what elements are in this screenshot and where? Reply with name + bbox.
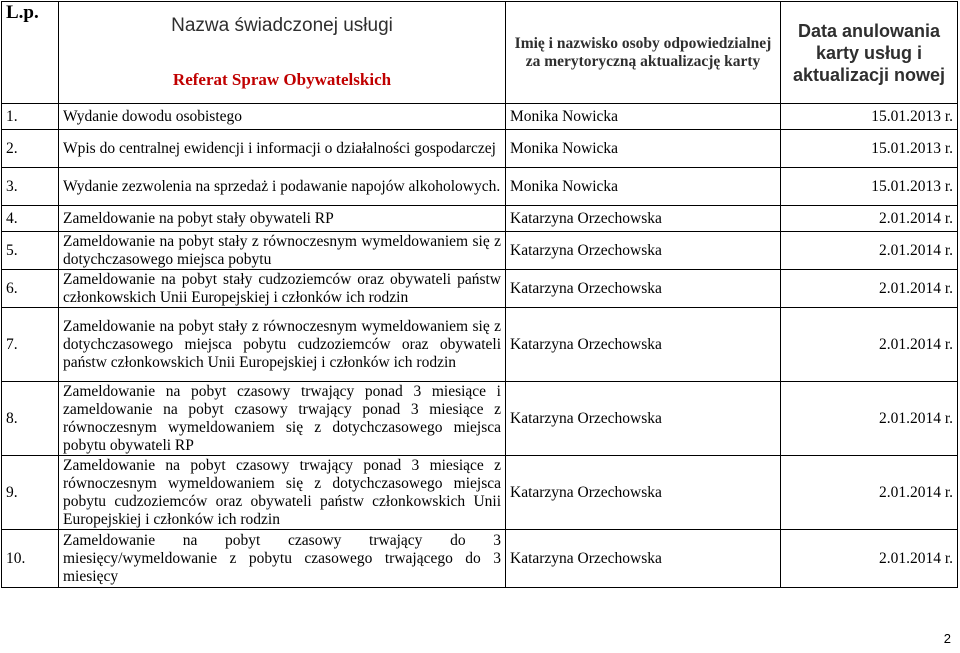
cancellation-date: 2.01.2014 r.	[781, 308, 958, 382]
cancellation-date: 2.01.2014 r.	[781, 232, 958, 270]
table-row	[2, 232, 958, 270]
cancellation-date: 15.01.2013 r.	[781, 168, 958, 206]
row-number: 5.	[2, 232, 59, 270]
table-row	[2, 130, 958, 168]
table-row	[2, 530, 958, 588]
responsible-person: Katarzyna Orzechowska	[506, 308, 781, 382]
row-number: 10.	[2, 530, 59, 588]
cancellation-date: 2.01.2014 r.	[781, 382, 958, 456]
service-name: Zameldowanie na pobyt stały z równoczesnym wymeldowaniem się z dotychczasowego miejsca pobytu cudzoziemców oraz obywateli państw członkowskich Unii Europejskiej i członków ich rodzin	[59, 308, 506, 382]
row-number: 3.	[2, 168, 59, 206]
table-row	[2, 270, 958, 308]
service-name: Zameldowanie na pobyt stały z równoczesnym wymeldowaniem się z dotychczasowego miejsca pobytu	[59, 232, 506, 270]
row-number: 9.	[2, 456, 59, 530]
row-number: 7.	[2, 308, 59, 382]
services-table	[1, 1, 958, 588]
table-row	[2, 382, 958, 456]
responsible-person: Katarzyna Orzechowska	[506, 456, 781, 530]
header-person: Imię i nazwisko osoby odpowiedzialnej za merytoryczną aktualizację karty	[506, 2, 781, 104]
header-service	[59, 2, 506, 104]
responsible-person: Katarzyna Orzechowska	[506, 232, 781, 270]
cancellation-date: 15.01.2013 r.	[781, 104, 958, 130]
table-row	[2, 104, 958, 130]
table-row	[2, 168, 958, 206]
row-number: 4.	[2, 206, 59, 232]
header-date: Data anulowania karty usług i aktualizacji nowej	[781, 2, 958, 104]
responsible-person: Monika Nowicka	[506, 168, 781, 206]
table-header-row	[2, 2, 958, 104]
cancellation-date: 15.01.2013 r.	[781, 130, 958, 168]
cancellation-date: 2.01.2014 r.	[781, 206, 958, 232]
row-number: 2.	[2, 130, 59, 168]
service-name: Wpis do centralnej ewidencji i informacji o działalności gospodarczej	[59, 130, 506, 168]
responsible-person: Katarzyna Orzechowska	[506, 270, 781, 308]
table-row	[2, 206, 958, 232]
service-name: Zameldowanie na pobyt czasowy trwający ponad 3 miesiące z równoczesnym wymeldowaniem się z dotychczasowego miejsca pobytu cudzoziemców oraz obywateli państw członkowskich Unii Europejskiej i członków ich rodzin	[59, 456, 506, 530]
cancellation-date: 2.01.2014 r.	[781, 270, 958, 308]
service-name: Wydanie zezwolenia na sprzedaż i podawanie napojów alkoholowych.	[59, 168, 506, 206]
table-row	[2, 456, 958, 530]
responsible-person: Katarzyna Orzechowska	[506, 206, 781, 232]
header-department: Referat Spraw Obywatelskich	[172, 69, 392, 89]
responsible-person: Katarzyna Orzechowska	[506, 530, 781, 588]
cancellation-date: 2.01.2014 r.	[781, 456, 958, 530]
responsible-person: Monika Nowicka	[506, 104, 781, 130]
cancellation-date: 2.01.2014 r.	[781, 530, 958, 588]
responsible-person: Katarzyna Orzechowska	[506, 382, 781, 456]
service-name: Zameldowanie na pobyt stały cudzoziemców oraz obywateli państw członkowskich Unii Europejskiej i członków ich rodzin	[59, 270, 506, 308]
service-name: Zameldowanie na pobyt stały obywateli RP	[59, 206, 506, 232]
row-number: 8.	[2, 382, 59, 456]
service-name: Zameldowanie na pobyt czasowy trwający do 3 miesięcy/wymeldowanie z pobytu czasowego trwającego do 3 miesięcy	[59, 530, 506, 588]
header-service-label: Nazwa świadczonej usługi	[171, 14, 393, 36]
service-name: Wydanie dowodu osobistego	[59, 104, 506, 130]
table-row	[2, 308, 958, 382]
header-lp: L.p.	[2, 2, 59, 104]
row-number: 1.	[2, 104, 59, 130]
responsible-person: Monika Nowicka	[506, 130, 781, 168]
page-number: 2	[943, 631, 951, 646]
service-name: Zameldowanie na pobyt czasowy trwający ponad 3 miesiące i zameldowanie na pobyt czasowy trwający ponad 3 miesiące z równoczesnym wymeldowaniem się z dotychczasowego miejsca pobytu obywateli RP	[59, 382, 506, 456]
row-number: 6.	[2, 270, 59, 308]
